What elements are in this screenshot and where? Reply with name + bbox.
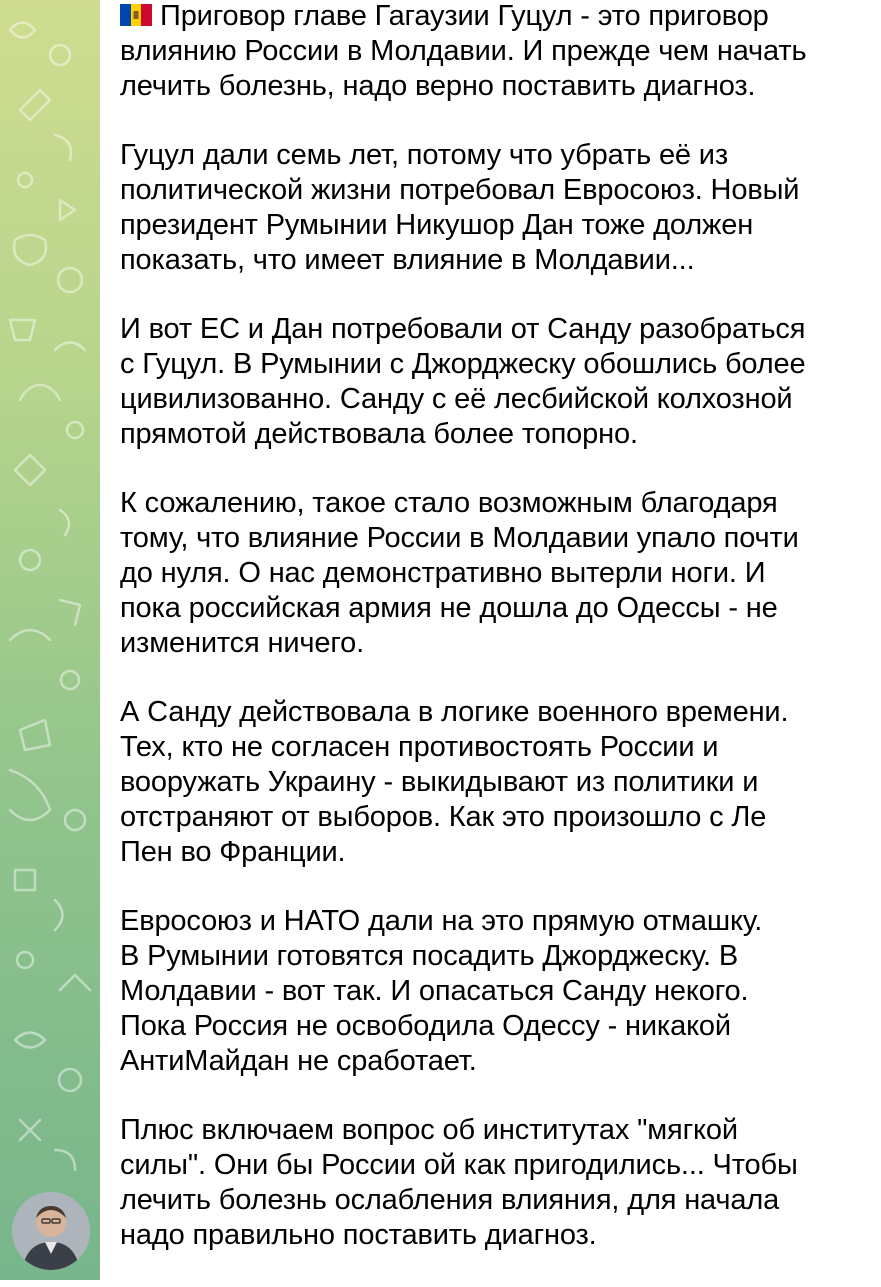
wallpaper-doodles <box>0 0 100 1280</box>
message-text <box>120 0 872 1287</box>
message-paragraph-3: И вот ЕС и Дан потребовали от Санду разобраться с Гуцул. В Румынии с Джорджеску обошлись более цивилизованно. Санду с её лесбийской колхозной прямотой действовала более топорно. <box>120 313 806 450</box>
message-paragraph-1: Приговор главе Гагаузии Гуцул - это приговор влиянию России в Молдавии. И прежде чем начать лечить болезнь, надо верно поставить диагноз. <box>120 0 807 102</box>
message-paragraph-6: Евросоюз и НАТО дали на это прямую отмашку. В Румынии готовятся посадить Джорджеску. В Молдавии - вот так. И опасаться Санду некого. Пока Россия не освободила Одессу - никакой АнтиМайдан не сработает. <box>120 905 763 1077</box>
message-paragraph-5: А Санду действовала в логике военного времени. Тех, кто не согласен противостоять России и вооружать Украину - выкидывают из политики и отстраняют от выборов. Как это произошло с Ле Пен во Франции. <box>120 696 789 868</box>
sender-avatar[interactable] <box>12 1192 90 1270</box>
chat-wallpaper <box>0 0 100 1280</box>
moldova-flag-icon <box>120 0 152 22</box>
message-paragraph-2: Гуцул дали семь лет, потому что убрать её из политической жизни потребовал Евросоюз. Новый президент Румынии Никушор Дан тоже должен показать, что имеет влияние в Молдавии... <box>120 139 800 276</box>
message-bubble[interactable] <box>100 0 881 1270</box>
message-paragraph-4: К сожалению, такое стало возможным благодаря тому, что влияние России в Молдавии упало почти до нуля. О нас демонстративно вытерли ноги. И пока российская армия не дошла до Одессы - не изменится ничего. <box>120 487 799 659</box>
message-paragraph-7: Плюс включаем вопрос об институтах "мягкой силы". Они бы России ой как пригодились... Чтобы лечить болезнь ослабления влияния, для начала надо правильно поставить диагноз. <box>120 1114 798 1251</box>
avatar-icon <box>12 1192 90 1270</box>
